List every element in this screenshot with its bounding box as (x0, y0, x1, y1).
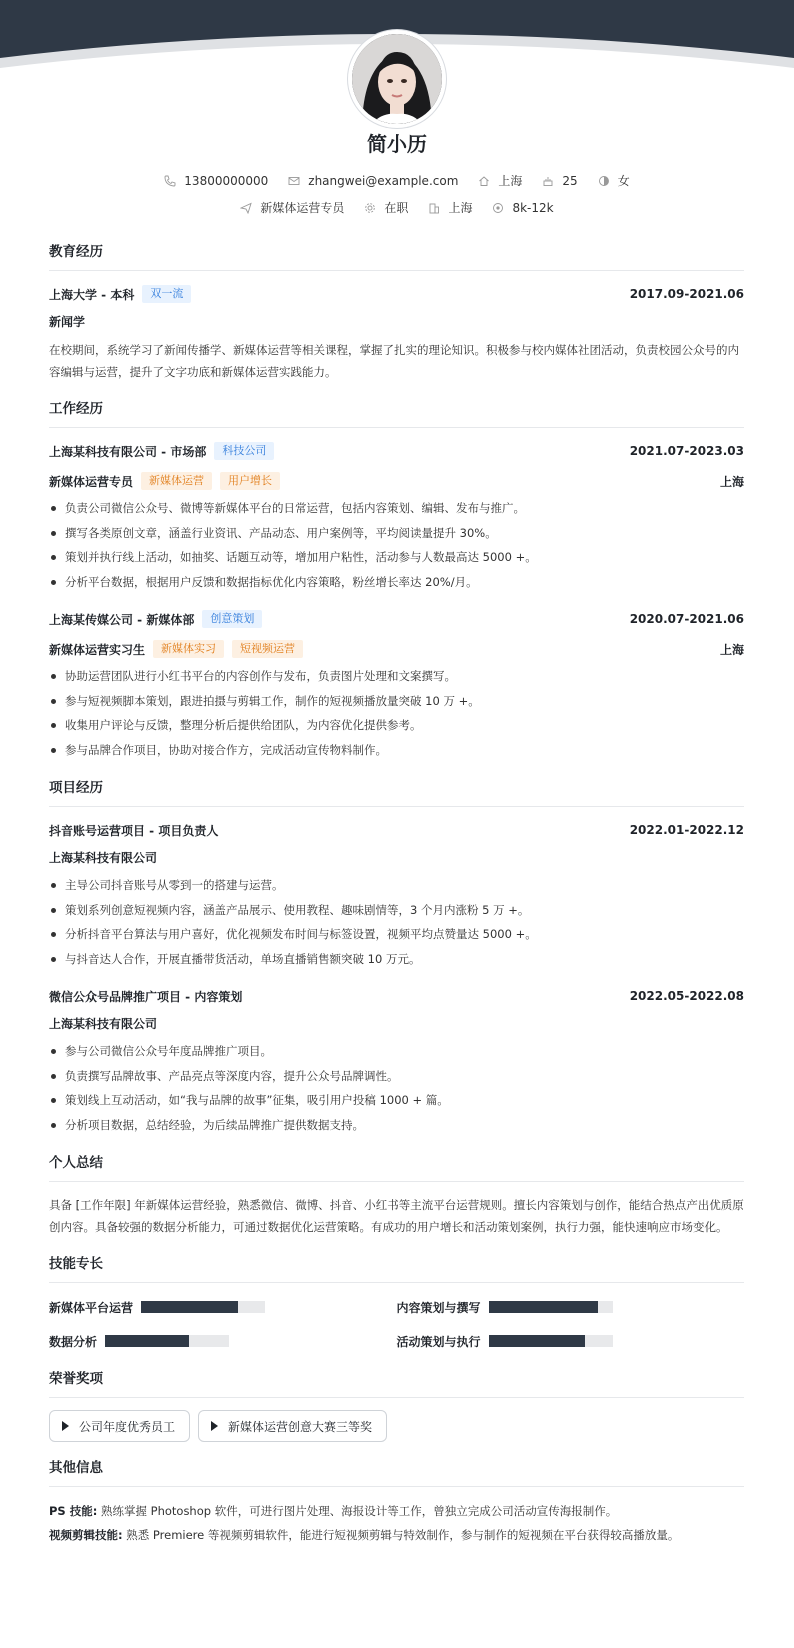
skill-bar-fill (105, 1335, 189, 1347)
project-name: 微信公众号品牌推广项目 - 内容策划 (49, 989, 243, 1004)
play-triangle-icon (211, 1421, 218, 1431)
target-city-text: 上海 (448, 201, 473, 215)
education-head (49, 283, 744, 305)
other-label: PS 技能: (49, 1504, 98, 1518)
city-text: 上海 (498, 174, 523, 188)
list-item: 参与短视频脚本策划，跟进拍摄与剪辑工作，制作的短视频播放量突破 10 万 +。 (49, 689, 744, 714)
other-section (49, 1456, 744, 1547)
role-row (49, 470, 744, 492)
skill-label: 内容策划与撰写 (396, 1300, 481, 1315)
list-item: 分析项目数据，总结经验，为后续品牌推广提供数据支持。 (49, 1113, 744, 1138)
status-text: 在职 (384, 201, 409, 215)
list-item: 负责公司微信公众号、微博等新媒体平台的日常运营，包括内容策划、编辑、发布与推广。 (49, 496, 744, 521)
email-item (288, 174, 458, 188)
company-name: 上海某科技有限公司 - 市场部 (49, 444, 207, 459)
project-bullets (49, 873, 744, 971)
school-name: 上海大学 - 本科 (49, 287, 135, 302)
role-tag: 新媒体实习 (153, 640, 224, 658)
other-text: 熟悉 Premiere 等视频剪辑软件，能进行短视频剪辑与特效制作，参与制作的短视频在平台获得较高播放量。 (126, 1528, 680, 1542)
role-name: 新媒体运营实习生 (49, 642, 146, 657)
list-item: 策划并执行线上活动，如抽奖、话题互动等，增加用户粘性，活动参与人数最高达 5000 +。 (49, 545, 744, 570)
project-section (49, 776, 744, 1137)
project-date: 2022.01-2022.12 (629, 823, 744, 837)
skill-item (397, 1295, 745, 1319)
cake-icon (542, 175, 554, 187)
gender-icon (598, 175, 610, 187)
skill-bar-fill (141, 1301, 238, 1313)
company-tag: 创意策划 (202, 610, 262, 628)
mail-icon (288, 175, 300, 187)
list-item: 负责撰写品牌故事、产品亮点等深度内容，提升公众号品牌调性。 (49, 1064, 744, 1089)
list-item: 策划线上互动活动，如“我与品牌的故事”征集，吸引用户投稿 1000 + 篇。 (49, 1088, 744, 1113)
company-name: 上海某传媒公司 - 新媒体部 (49, 612, 195, 627)
summary-title: 个人总结 (49, 1151, 744, 1182)
summary-text: 具备 [工作年限] 年新媒体运营经验，熟悉微信、微博、抖音、小红书等主流平台运营规则。擅长内容策划与创作，能结合热点产出优质原创内容。具备较强的数据分析能力，可通过数据优化运营策略。有成功的用户增长和活动策划案例，执行力强，能快速响应市场变化。 (49, 1198, 744, 1234)
other-item (49, 1523, 744, 1547)
list-item: 主导公司抖音账号从零到一的搭建与运营。 (49, 873, 744, 898)
work-head (49, 608, 744, 630)
major: 新闻学 (49, 315, 86, 329)
education-desc: 在校期间，系统学习了新闻传播学、新媒体运营等相关课程，掌握了扎实的理论知识。积极参与校内媒体社团活动，负责校园公众号的内容编辑与运营，提升了文字功底和新媒体运营实践能力。 (49, 343, 739, 379)
work-city: 上海 (719, 474, 744, 489)
project-item (49, 985, 744, 1137)
home-icon (478, 175, 490, 187)
project-org: 上海某科技有限公司 (49, 851, 158, 865)
skill-bar (489, 1335, 613, 1347)
gender-text: 女 (617, 174, 630, 188)
candidate-name: 简小历 (367, 132, 427, 156)
honors-section (49, 1367, 744, 1442)
coin-icon (492, 202, 504, 214)
skill-label: 数据分析 (49, 1334, 98, 1349)
honor-label: 新媒体运营创意大赛三等奖 (228, 1419, 373, 1434)
skills-title: 技能专长 (49, 1252, 744, 1283)
list-item: 分析平台数据，根据用户反馈和数据指标优化内容策略，粉丝增长率达 20%/月。 (49, 570, 744, 595)
work-head (49, 440, 744, 462)
work-bullets (49, 496, 744, 594)
building-icon (428, 202, 440, 214)
honor-chip[interactable] (198, 1410, 387, 1442)
target-city-item (428, 199, 472, 216)
skill-bar (141, 1301, 265, 1313)
salary-item (492, 201, 553, 215)
honors-title: 荣誉奖项 (49, 1367, 744, 1398)
company-tag: 科技公司 (214, 442, 274, 460)
city-item (478, 172, 522, 189)
status-item (364, 199, 408, 216)
age-text: 25 (562, 173, 578, 188)
other-label: 视频剪辑技能: (49, 1528, 123, 1542)
contact-row-1 (0, 172, 794, 189)
skill-label: 新媒体平台运营 (49, 1300, 134, 1315)
email-text: zhangwei@example.com (308, 173, 459, 188)
list-item: 撰写各类原创文章，涵盖行业资讯、产品动态、用户案例等，平均阅读量提升 30%。 (49, 521, 744, 546)
skill-bar (105, 1335, 229, 1347)
list-item: 协助运营团队进行小红书平台的内容创作与发布，负责图片处理和文案撰写。 (49, 664, 744, 689)
list-item: 与抖音达人合作，开展直播带货活动，单场直播销售额突破 10 万元。 (49, 947, 744, 972)
role-row (49, 638, 744, 660)
play-triangle-icon (62, 1421, 69, 1431)
project-title: 项目经历 (49, 776, 744, 807)
position-item (240, 199, 344, 216)
honors-list (49, 1410, 744, 1442)
gender-item (598, 172, 630, 189)
work-item (49, 608, 744, 762)
education-section (49, 240, 744, 383)
list-item: 收集用户评论与反馈，整理分析后提供给团队，为内容优化提供参考。 (49, 713, 744, 738)
work-date: 2020.07-2021.06 (629, 612, 744, 626)
phone-item (164, 174, 268, 188)
project-name: 抖音账号运营项目 - 项目负责人 (49, 823, 219, 838)
resume-content (49, 240, 744, 1561)
contact-row-2 (0, 199, 794, 216)
work-bullets (49, 664, 744, 762)
work-title: 工作经历 (49, 397, 744, 428)
role-tag: 新媒体运营 (141, 472, 212, 490)
project-date: 2022.05-2022.08 (629, 989, 744, 1003)
summary-section (49, 1151, 744, 1238)
other-title: 其他信息 (49, 1456, 744, 1487)
project-bullets (49, 1039, 744, 1137)
honor-label: 公司年度优秀员工 (79, 1419, 176, 1434)
phone-text: 13800000000 (184, 173, 269, 188)
project-item (49, 819, 744, 971)
skills-grid (49, 1295, 744, 1353)
education-title: 教育经历 (49, 240, 744, 271)
role-name: 新媒体运营专员 (49, 474, 134, 489)
skill-item (397, 1329, 745, 1353)
role-tag: 用户增长 (220, 472, 280, 490)
skill-item (49, 1295, 397, 1319)
honor-chip[interactable] (49, 1410, 190, 1442)
education-date: 2017.09-2021.06 (629, 287, 744, 301)
position-text: 新媒体运营专员 (260, 201, 345, 215)
school-tag: 双一流 (142, 285, 191, 303)
work-section (49, 397, 744, 762)
send-icon (240, 202, 252, 214)
salary-text: 8k-12k (512, 200, 554, 215)
list-item: 参与品牌合作项目，协助对接合作方，完成活动宣传物料制作。 (49, 738, 744, 763)
gear-icon (364, 202, 376, 214)
other-text: 熟练掌握 Photoshop 软件，可进行图片处理、海报设计等工作，曾独立完成公司活动宣传海报制作。 (100, 1504, 618, 1518)
project-org: 上海某科技有限公司 (49, 1017, 158, 1031)
avatar-portrait-icon (352, 34, 442, 124)
avatar (348, 30, 446, 128)
skill-label: 活动策划与执行 (396, 1334, 481, 1349)
skill-bar-fill (489, 1301, 598, 1313)
skills-section (49, 1252, 744, 1353)
other-item (49, 1499, 744, 1523)
list-item: 分析抖音平台算法与用户喜好，优化视频发布时间与标签设置，视频平均点赞量达 5000 +。 (49, 922, 744, 947)
phone-icon (164, 175, 176, 187)
skill-bar (489, 1301, 613, 1313)
list-item: 参与公司微信公众号年度品牌推广项目。 (49, 1039, 744, 1064)
role-tag: 短视频运营 (232, 640, 303, 658)
work-item (49, 440, 744, 594)
project-head (49, 819, 744, 841)
work-date: 2021.07-2023.03 (629, 444, 744, 458)
list-item: 策划系列创意短视频内容，涵盖产品展示、使用教程、趣味剧情等，3 个月内涨粉 5 万 +。 (49, 898, 744, 923)
project-head (49, 985, 744, 1007)
skill-bar-fill (489, 1335, 586, 1347)
skill-item (49, 1329, 397, 1353)
age-item (542, 174, 577, 188)
work-city: 上海 (719, 642, 744, 657)
